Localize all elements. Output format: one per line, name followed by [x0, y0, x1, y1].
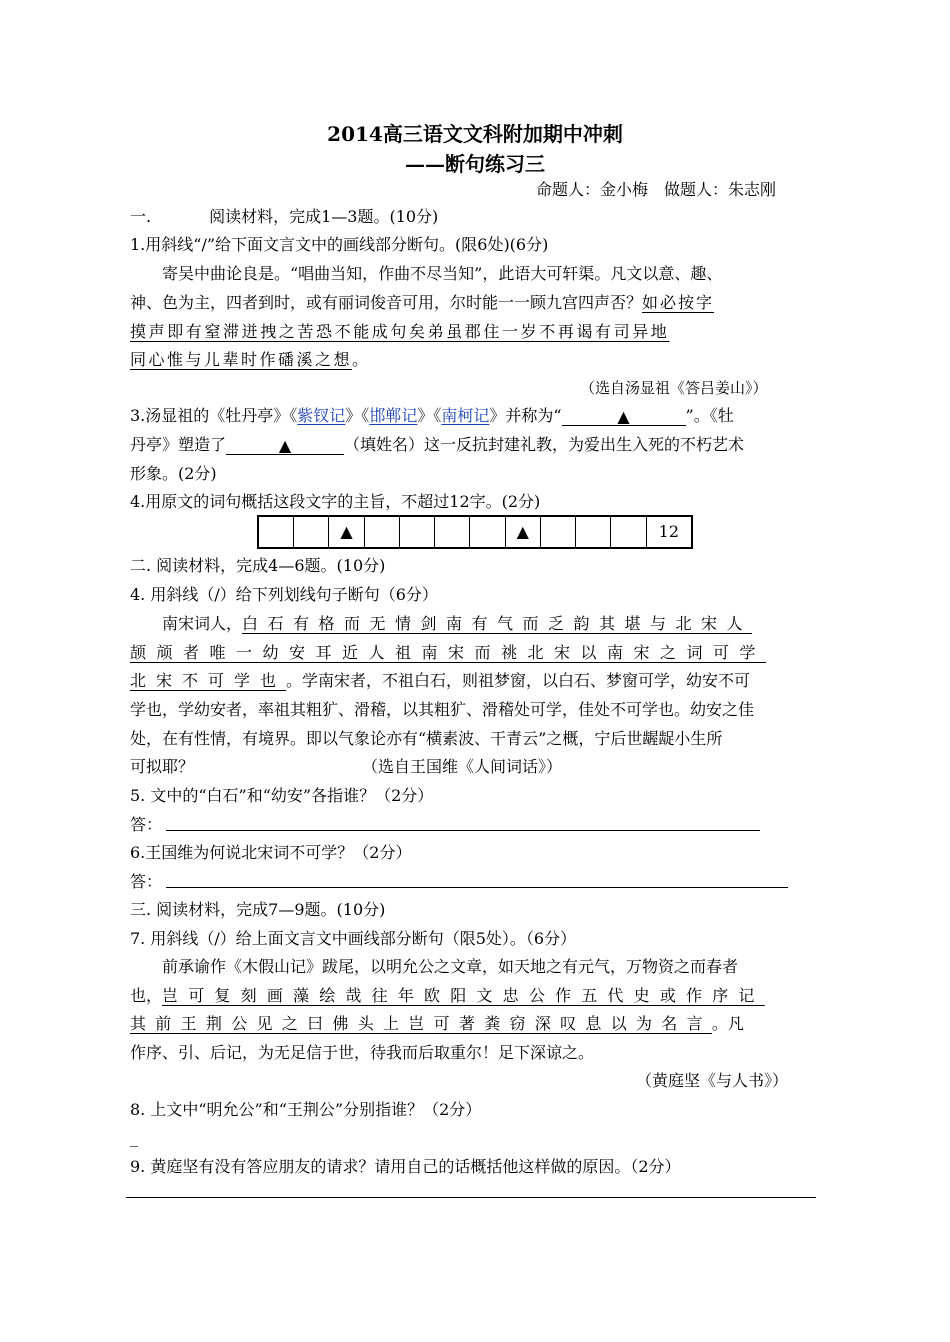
- passage3-line2-underlined: 岂可复刻画藻绘哉往年欧阳文忠公作五代史或作序记: [162, 986, 765, 1005]
- grid-cell-count: 12: [658, 522, 679, 541]
- triangle-mark-icon: ▲: [617, 407, 630, 426]
- q3-line2: [130, 435, 744, 455]
- q6-prompt: 6.王国维为何说北宋词不可学？（2分）: [130, 843, 412, 862]
- link-nanke-ji[interactable]: 南柯记: [441, 406, 490, 425]
- passage1-line4-end: 。: [352, 350, 369, 369]
- passage2-line1-underlined: 白石有格而无情剑南有气而乏韵其堪与北宋人: [242, 614, 753, 633]
- passage3-line3: [130, 1014, 744, 1034]
- passage1-line2-plain: 神、色为主，四者到时，或有丽词俊音可用，尔时能一一顾九宫四声否？: [130, 293, 643, 312]
- grid-cell[interactable]: [294, 517, 329, 547]
- q6-answer-label: 答：: [130, 872, 163, 891]
- section1-heading-num: 一.: [130, 207, 152, 226]
- q3-text-a: 3.汤显祖的《牡丹亭》《: [130, 406, 298, 425]
- section1-heading-text: 阅读材料，完成1—3题。(10分): [209, 207, 439, 226]
- triangle-mark-icon: ▲: [278, 436, 292, 455]
- passage3-line2-plain: 也，: [130, 986, 163, 1005]
- grid-cell-mark[interactable]: ▲: [506, 517, 541, 547]
- section1-heading: [130, 207, 438, 227]
- passage2-line3-underlined: 北宋不可学也: [130, 671, 287, 690]
- grid-cell[interactable]: [541, 517, 576, 547]
- q3-blank-1[interactable]: [562, 407, 686, 426]
- passage1-line4-underlined: 同心惟与儿辈时作磻溪之想: [130, 350, 353, 369]
- q3-text-c: 》《: [417, 406, 442, 425]
- passage2-line4: 学也，学幼安者，率祖其粗犷、滑稽，以其粗犷、滑稽处可学，佳处不可学也。幼安之佳: [130, 700, 755, 719]
- passage3-line3-rest: 。凡: [711, 1014, 744, 1033]
- passage2-line1: [162, 614, 752, 634]
- q8-prompt: 8. 上文中“明允公”和“王荆公”分别指谁？（2分）: [130, 1100, 482, 1119]
- q9-prompt: 9. 黄庭坚有没有答应朋友的请求？请用自己的话概括他这样做的原因。（2分）: [130, 1157, 681, 1176]
- source3: （黄庭坚《与人书》）: [636, 1071, 789, 1090]
- passage1-line2: [130, 293, 714, 313]
- q6-answer-line[interactable]: [166, 887, 788, 888]
- q9-answer-line[interactable]: [126, 1197, 816, 1198]
- grid-cell[interactable]: [259, 517, 294, 547]
- grid-cell[interactable]: [611, 517, 646, 547]
- grid-cell[interactable]: [470, 517, 505, 547]
- authors: 命题人：金小梅 做题人：朱志刚: [536, 180, 777, 199]
- q3-text-b: 》《: [345, 406, 370, 425]
- passage1-line2-underlined: 如必按字: [642, 293, 715, 312]
- passage2-line6: [130, 757, 562, 777]
- passage2-line2-underlined: 颉颃者唯一幼安耳近人祖南宋而祧北宋以南宋之词可学: [130, 643, 767, 662]
- passage2-line6-text: 可拟耶？: [130, 757, 195, 776]
- grid-cell-mark[interactable]: ▲: [329, 517, 364, 547]
- passage2-line3: [130, 671, 750, 691]
- q3-blank-2[interactable]: [226, 436, 344, 455]
- q5-answer-line[interactable]: [166, 830, 760, 831]
- q3-text-e: ”。《牡: [685, 406, 734, 425]
- passage3-line2: [130, 986, 765, 1006]
- q5-prompt: 5. 文中的“白石”和“幼安”各指谁？（2分）: [130, 786, 434, 805]
- section3-heading: 三. 阅读材料，完成7—9题。(10分): [130, 900, 386, 919]
- title-line-1: 2014高三语文文科附加期中冲刺: [327, 122, 623, 146]
- q1-prompt: 1.用斜线“/”给下面文言文中的画线部分断句。(限6处)(6分): [130, 235, 549, 254]
- passage3-line1: 前承谕作《木假山记》跋尾，以明允公之文章，如天地之有元气，万物资之而春者: [162, 957, 739, 976]
- passage3-line3-underlined: 其前王荆公见之曰佛头上岂可著粪窃深叹息以为名言: [130, 1014, 712, 1033]
- q3-line2-a: 丹亭》塑造了: [130, 435, 227, 454]
- link-handan-ji[interactable]: 邯郸记: [369, 406, 418, 425]
- q3-line1: [130, 406, 734, 426]
- source2: （选自王国维《人间词话》）: [362, 757, 563, 776]
- q3-text-d: 》并称为“: [489, 406, 562, 425]
- source1: （选自汤显祖《答吕姜山》）: [580, 379, 768, 397]
- passage3-line4: 作序、引、后记，为无足信于世，待我而后取重尔！足下深谅之。: [130, 1043, 595, 1062]
- title-line-2: ——断句练习三: [405, 152, 545, 176]
- passage2-line1-plain: 南宋词人，: [162, 614, 243, 633]
- passage1-line1: 寄吴中曲论良是。“唱曲当知，作曲不尽当知”，此语大可轩渠。凡文以意、趣、: [162, 264, 723, 283]
- q3-line2-b: （填姓名）这一反抗封建礼教，为爱出生入死的不朽艺术: [344, 435, 745, 454]
- grid-cell[interactable]: [576, 517, 611, 547]
- answer-grid[interactable]: [257, 515, 693, 549]
- grid-cell[interactable]: [365, 517, 400, 547]
- q5-answer-label: 答：: [130, 815, 163, 834]
- grid-cell[interactable]: [435, 517, 470, 547]
- passage1-line4: [130, 350, 368, 370]
- passage2-line5: 处，在有性情，有境界。即以气象论亦有“横素波、干青云”之概，宁后世龌龊小生所: [130, 729, 723, 748]
- passage1-line3-underlined: 摸声即有窒滞迸拽之苦恐不能成句矣弟虽郡住一岁不再谒有司异地: [130, 322, 670, 341]
- link-zichai-ji[interactable]: 紫钗记: [297, 406, 346, 425]
- passage2-line3-rest: 。学南宋者，不祖白石，则祖梦窗，以白石、梦窗可学，幼安不可: [286, 671, 751, 690]
- q4-prompt: 4.用原文的词句概括这段文字的主旨，不超过12字。(2分): [130, 492, 541, 511]
- q7-prompt: 7. 用斜线（/）给上面文言文中画线部分断句（限5处）。（6分）: [130, 929, 577, 948]
- q4b-prompt: 4. 用斜线（/）给下列划线句子断句（6分）: [130, 585, 438, 604]
- section2-heading: 二. 阅读材料，完成4—6题。(10分): [130, 556, 386, 575]
- q8-answer[interactable]: _: [130, 1128, 138, 1147]
- q3-line3: 形象。(2分): [130, 464, 217, 483]
- grid-cell[interactable]: [400, 517, 435, 547]
